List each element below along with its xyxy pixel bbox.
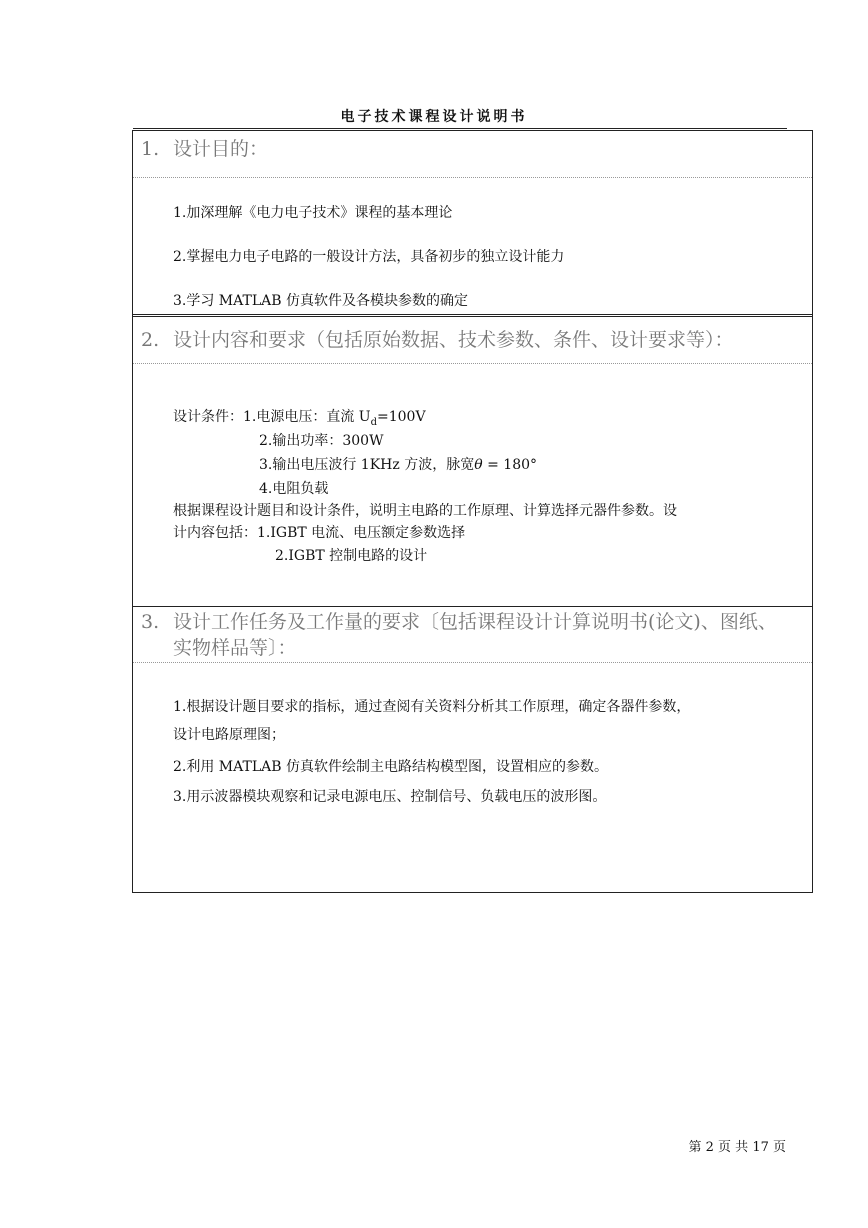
condition-1: 设计条件：1.电源电压：直流 $U_d=100V$ (173, 409, 426, 428)
section1-heading (141, 135, 806, 163)
theta-symbol: θ (474, 457, 483, 473)
content-paragraph-line1: 根据课程设计题目和设计条件，说明主电路的工作原理、计算选择元器件参数。设 (173, 503, 677, 519)
condition-4: 4.电阻负载 (259, 481, 329, 497)
content-item-1: 1.IGBT 电流、电压额定参数选择 (257, 525, 466, 541)
dotted-rule (133, 363, 812, 364)
task-item-3: 3.用示波器模块观察和记录电源电压、控制信号、负载电压的波形图。 (173, 789, 607, 805)
section1-number: 1. (141, 138, 160, 160)
task-item-2: 2.利用 MATLAB 仿真软件绘制主电路结构模型图，设置相应的参数。 (173, 759, 608, 775)
purpose-item-1: 1.加深理解《电力电子技术》课程的基本理论 (173, 205, 453, 221)
section2-title: 设计内容和要求（包括原始数据、技术参数、条件、设计要求等）： (173, 329, 734, 351)
condition-2: 2.输出功率：300W (259, 433, 384, 449)
task-table (132, 130, 813, 893)
section2-heading (141, 326, 806, 354)
condition-3: 3.输出电压波行 1KHz 方波，脉宽θ = 180° (259, 457, 538, 473)
subscript-d: d (370, 416, 378, 428)
section-design-content (133, 314, 812, 609)
content-paragraph-line2: 计内容包括：1.IGBT 电流、电压额定参数选择 (173, 525, 466, 541)
section3-title-line2: 实物样品等〕： (173, 637, 297, 659)
conditions-label: 设计条件： (173, 409, 243, 425)
title-underline (133, 128, 787, 129)
section1-title: 设计目的： (173, 138, 269, 160)
purpose-item-2: 2.掌握电力电子电路的一般设计方法，具备初步的独立设计能力 (173, 249, 565, 265)
document-title: 电子技术课程设计说明书 (340, 109, 528, 125)
section2-number: 2. (141, 329, 160, 351)
section3-heading (141, 609, 806, 661)
purpose-item-3: 3.学习 MATLAB 仿真软件及各模块参数的确定 (173, 293, 468, 309)
page-number: 第 2 页 共 17 页 (688, 1140, 786, 1155)
section3-title-line1: 设计工作任务及工作量的要求〔包括课程设计计算说明书(论文)、图纸、 (173, 611, 777, 633)
task-item-1-line1: 1.根据设计题目要求的指标，通过查阅有关资料分析其工作原理，确定各器件参数， (173, 699, 691, 715)
section-design-purpose (133, 131, 812, 314)
section-work-requirements (133, 606, 812, 895)
section3-number: 3. (141, 611, 160, 633)
dotted-rule (133, 177, 812, 178)
dotted-rule (133, 662, 812, 663)
task-item-1-line2: 设计电路原理图； (173, 727, 285, 743)
content-item-2: 2.IGBT 控制电路的设计 (275, 548, 428, 564)
